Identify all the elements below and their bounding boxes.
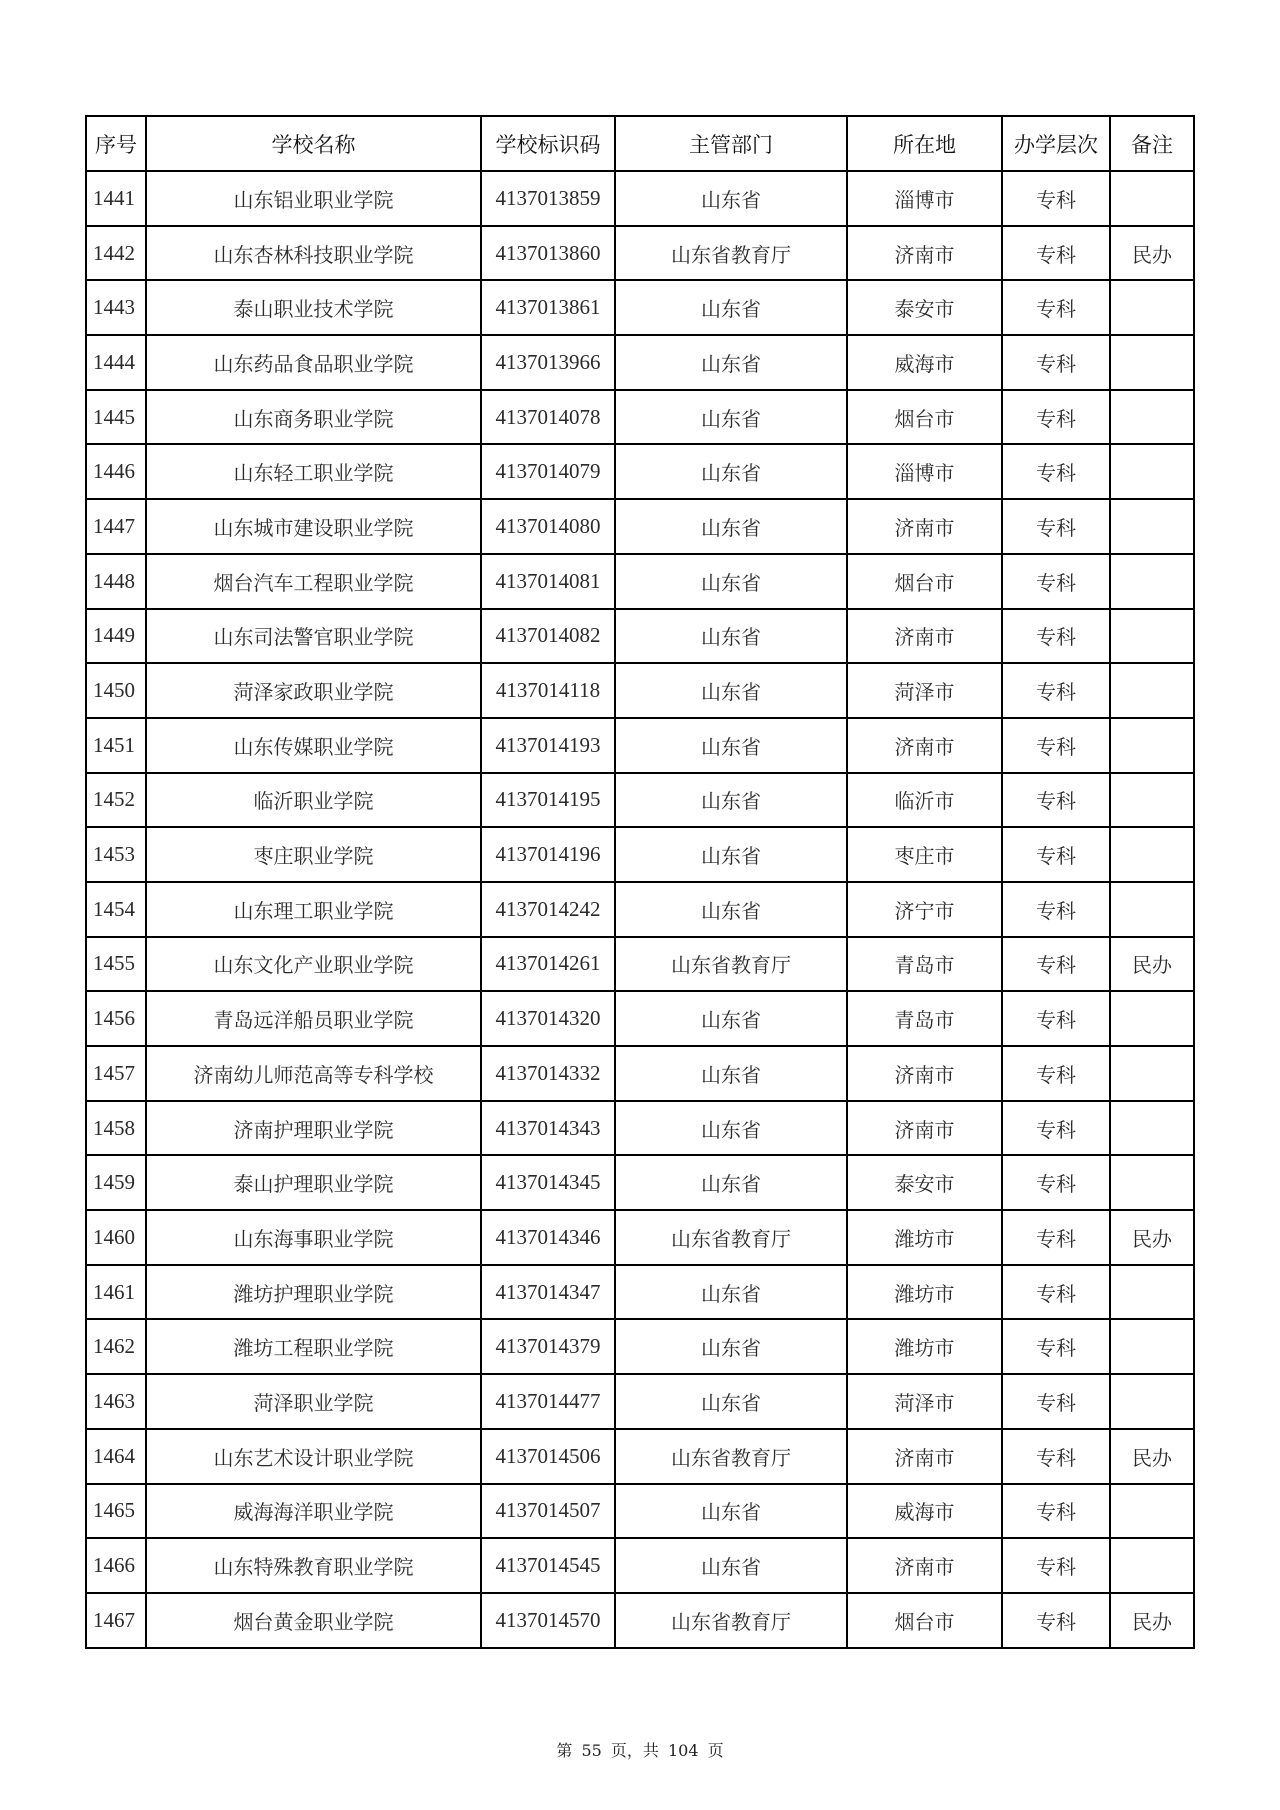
table-row [86, 609, 1194, 664]
cell-school-code: 4137013860 [481, 226, 615, 281]
cell-department: 山东省 [615, 1374, 847, 1429]
table-row [86, 1374, 1194, 1429]
table-row [86, 827, 1194, 882]
cell-seq: 1451 [86, 718, 146, 773]
table-row [86, 773, 1194, 828]
cell-school-name: 山东海事职业学院 [146, 1210, 481, 1265]
cell-level: 专科 [1002, 1265, 1110, 1320]
cell-note [1110, 444, 1194, 499]
cell-location: 烟台市 [847, 554, 1002, 609]
cell-location: 菏泽市 [847, 663, 1002, 718]
cell-school-code: 4137013966 [481, 335, 615, 390]
cell-note: 民办 [1110, 226, 1194, 281]
cell-seq: 1466 [86, 1538, 146, 1593]
cell-school-name: 山东轻工职业学院 [146, 444, 481, 499]
cell-location: 淄博市 [847, 171, 1002, 226]
cell-note [1110, 554, 1194, 609]
cell-school-name: 泰山护理职业学院 [146, 1155, 481, 1210]
cell-department: 山东省 [615, 390, 847, 445]
cell-department: 山东省教育厅 [615, 937, 847, 992]
cell-department: 山东省 [615, 1538, 847, 1593]
cell-school-name: 泰山职业技术学院 [146, 280, 481, 335]
table-row [86, 991, 1194, 1046]
cell-school-name: 山东商务职业学院 [146, 390, 481, 445]
cell-level: 专科 [1002, 1593, 1110, 1648]
table-row [86, 171, 1194, 226]
cell-school-name: 济南护理职业学院 [146, 1101, 481, 1156]
cell-note: 民办 [1110, 1593, 1194, 1648]
cell-seq: 1459 [86, 1155, 146, 1210]
cell-location: 济南市 [847, 1429, 1002, 1484]
cell-school-code: 4137014506 [481, 1429, 615, 1484]
cell-department: 山东省 [615, 882, 847, 937]
table-row [86, 554, 1194, 609]
cell-school-code: 4137014261 [481, 937, 615, 992]
cell-department: 山东省教育厅 [615, 1593, 847, 1648]
cell-level: 专科 [1002, 1374, 1110, 1429]
cell-school-name: 菏泽职业学院 [146, 1374, 481, 1429]
cell-level: 专科 [1002, 499, 1110, 554]
cell-note [1110, 718, 1194, 773]
cell-department: 山东省 [615, 335, 847, 390]
cell-seq: 1441 [86, 171, 146, 226]
cell-level: 专科 [1002, 663, 1110, 718]
header-level: 办学层次 [1002, 116, 1110, 171]
cell-department: 山东省 [615, 609, 847, 664]
cell-note [1110, 499, 1194, 554]
cell-seq: 1460 [86, 1210, 146, 1265]
cell-school-name: 烟台黄金职业学院 [146, 1593, 481, 1648]
cell-seq: 1467 [86, 1593, 146, 1648]
header-school-code: 学校标识码 [481, 116, 615, 171]
cell-note [1110, 882, 1194, 937]
cell-department: 山东省 [615, 991, 847, 1046]
cell-school-code: 4137014507 [481, 1484, 615, 1539]
table-row [86, 1429, 1194, 1484]
table-row [86, 882, 1194, 937]
cell-department: 山东省 [615, 718, 847, 773]
cell-location: 青岛市 [847, 991, 1002, 1046]
table-row [86, 335, 1194, 390]
table-row [86, 1046, 1194, 1101]
cell-school-name: 临沂职业学院 [146, 773, 481, 828]
table-row [86, 1210, 1194, 1265]
cell-school-code: 4137014118 [481, 663, 615, 718]
cell-location: 济南市 [847, 1046, 1002, 1101]
cell-seq: 1456 [86, 991, 146, 1046]
cell-department: 山东省 [615, 1046, 847, 1101]
cell-school-name: 山东药品食品职业学院 [146, 335, 481, 390]
cell-level: 专科 [1002, 1155, 1110, 1210]
cell-school-code: 4137014347 [481, 1265, 615, 1320]
cell-seq: 1457 [86, 1046, 146, 1101]
page-number-footer: 第 55 页，共 104 页 [556, 1741, 724, 1760]
cell-note: 民办 [1110, 1429, 1194, 1484]
cell-location: 济南市 [847, 609, 1002, 664]
cell-school-code: 4137014477 [481, 1374, 615, 1429]
cell-note [1110, 609, 1194, 664]
cell-location: 青岛市 [847, 937, 1002, 992]
cell-school-code: 4137014081 [481, 554, 615, 609]
cell-note [1110, 1265, 1194, 1320]
cell-seq: 1447 [86, 499, 146, 554]
cell-seq: 1448 [86, 554, 146, 609]
cell-department: 山东省教育厅 [615, 1210, 847, 1265]
cell-level: 专科 [1002, 609, 1110, 664]
cell-school-name: 山东铝业职业学院 [146, 171, 481, 226]
cell-seq: 1462 [86, 1319, 146, 1374]
cell-note [1110, 1101, 1194, 1156]
cell-school-code: 4137014082 [481, 609, 615, 664]
cell-department: 山东省 [615, 1319, 847, 1374]
table-row [86, 226, 1194, 281]
cell-school-name: 山东艺术设计职业学院 [146, 1429, 481, 1484]
cell-school-code: 4137014078 [481, 390, 615, 445]
header-note: 备注 [1110, 116, 1194, 171]
cell-level: 专科 [1002, 280, 1110, 335]
table-row [86, 718, 1194, 773]
cell-level: 专科 [1002, 827, 1110, 882]
table-row [86, 280, 1194, 335]
cell-school-code: 4137014196 [481, 827, 615, 882]
cell-location: 济南市 [847, 718, 1002, 773]
cell-department: 山东省 [615, 827, 847, 882]
cell-seq: 1461 [86, 1265, 146, 1320]
header-school-name: 学校名称 [146, 116, 481, 171]
cell-department: 山东省 [615, 1484, 847, 1539]
cell-school-name: 枣庄职业学院 [146, 827, 481, 882]
cell-level: 专科 [1002, 773, 1110, 828]
cell-department: 山东省 [615, 280, 847, 335]
cell-location: 泰安市 [847, 1155, 1002, 1210]
cell-level: 专科 [1002, 1484, 1110, 1539]
cell-department: 山东省 [615, 554, 847, 609]
cell-note [1110, 1538, 1194, 1593]
cell-note [1110, 1155, 1194, 1210]
cell-department: 山东省 [615, 1265, 847, 1320]
cell-note [1110, 1374, 1194, 1429]
cell-school-name: 山东杏林科技职业学院 [146, 226, 481, 281]
cell-location: 枣庄市 [847, 827, 1002, 882]
cell-location: 泰安市 [847, 280, 1002, 335]
cell-location: 潍坊市 [847, 1210, 1002, 1265]
school-list-table [85, 115, 1195, 1649]
cell-school-code: 4137014332 [481, 1046, 615, 1101]
cell-level: 专科 [1002, 444, 1110, 499]
cell-school-name: 山东理工职业学院 [146, 882, 481, 937]
cell-level: 专科 [1002, 171, 1110, 226]
cell-level: 专科 [1002, 1101, 1110, 1156]
cell-note [1110, 335, 1194, 390]
cell-department: 山东省 [615, 1155, 847, 1210]
cell-seq: 1445 [86, 390, 146, 445]
cell-level: 专科 [1002, 718, 1110, 773]
cell-school-name: 菏泽家政职业学院 [146, 663, 481, 718]
cell-seq: 1453 [86, 827, 146, 882]
cell-seq: 1454 [86, 882, 146, 937]
cell-school-code: 4137014346 [481, 1210, 615, 1265]
table-row [86, 1593, 1194, 1648]
cell-department: 山东省 [615, 1101, 847, 1156]
cell-location: 潍坊市 [847, 1265, 1002, 1320]
cell-school-code: 4137014545 [481, 1538, 615, 1593]
table-row [86, 937, 1194, 992]
cell-school-name: 威海海洋职业学院 [146, 1484, 481, 1539]
cell-seq: 1450 [86, 663, 146, 718]
table-header-row [86, 116, 1194, 171]
cell-location: 济南市 [847, 1538, 1002, 1593]
cell-school-code: 4137014343 [481, 1101, 615, 1156]
cell-level: 专科 [1002, 991, 1110, 1046]
cell-location: 济南市 [847, 1101, 1002, 1156]
cell-seq: 1442 [86, 226, 146, 281]
cell-note [1110, 827, 1194, 882]
cell-seq: 1443 [86, 280, 146, 335]
cell-level: 专科 [1002, 1429, 1110, 1484]
cell-location: 烟台市 [847, 390, 1002, 445]
table-row [86, 1319, 1194, 1374]
table-row [86, 1265, 1194, 1320]
header-department: 主管部门 [615, 116, 847, 171]
cell-location: 潍坊市 [847, 1319, 1002, 1374]
cell-location: 济南市 [847, 226, 1002, 281]
header-location: 所在地 [847, 116, 1002, 171]
cell-seq: 1463 [86, 1374, 146, 1429]
cell-seq: 1449 [86, 609, 146, 664]
cell-location: 淄博市 [847, 444, 1002, 499]
cell-department: 山东省教育厅 [615, 226, 847, 281]
cell-level: 专科 [1002, 554, 1110, 609]
cell-location: 威海市 [847, 1484, 1002, 1539]
cell-school-code: 4137014320 [481, 991, 615, 1046]
cell-level: 专科 [1002, 1538, 1110, 1593]
table-row [86, 390, 1194, 445]
cell-seq: 1465 [86, 1484, 146, 1539]
cell-note: 民办 [1110, 937, 1194, 992]
header-seq: 序号 [86, 116, 146, 171]
table-row [86, 1101, 1194, 1156]
cell-school-name: 青岛远洋船员职业学院 [146, 991, 481, 1046]
cell-department: 山东省 [615, 499, 847, 554]
cell-department: 山东省 [615, 444, 847, 499]
cell-note [1110, 280, 1194, 335]
cell-school-code: 4137014379 [481, 1319, 615, 1374]
cell-seq: 1444 [86, 335, 146, 390]
cell-school-name: 山东传媒职业学院 [146, 718, 481, 773]
cell-seq: 1452 [86, 773, 146, 828]
cell-school-name: 潍坊护理职业学院 [146, 1265, 481, 1320]
cell-school-code: 4137013861 [481, 280, 615, 335]
cell-location: 威海市 [847, 335, 1002, 390]
cell-department: 山东省 [615, 171, 847, 226]
cell-note [1110, 1319, 1194, 1374]
cell-school-code: 4137014193 [481, 718, 615, 773]
cell-note [1110, 663, 1194, 718]
cell-note [1110, 390, 1194, 445]
cell-school-name: 山东城市建设职业学院 [146, 499, 481, 554]
cell-seq: 1464 [86, 1429, 146, 1484]
cell-school-code: 4137014195 [481, 773, 615, 828]
cell-school-name: 山东特殊教育职业学院 [146, 1538, 481, 1593]
cell-level: 专科 [1002, 1319, 1110, 1374]
cell-school-code: 4137014242 [481, 882, 615, 937]
cell-location: 菏泽市 [847, 1374, 1002, 1429]
table-row [86, 1155, 1194, 1210]
cell-department: 山东省 [615, 773, 847, 828]
table-row [86, 1484, 1194, 1539]
cell-level: 专科 [1002, 1210, 1110, 1265]
cell-school-name: 山东文化产业职业学院 [146, 937, 481, 992]
cell-note [1110, 773, 1194, 828]
cell-seq: 1458 [86, 1101, 146, 1156]
cell-school-name: 烟台汽车工程职业学院 [146, 554, 481, 609]
cell-department: 山东省教育厅 [615, 1429, 847, 1484]
cell-location: 济宁市 [847, 882, 1002, 937]
cell-note [1110, 171, 1194, 226]
table-row [86, 1538, 1194, 1593]
cell-school-code: 4137013859 [481, 171, 615, 226]
cell-school-name: 潍坊工程职业学院 [146, 1319, 481, 1374]
cell-note [1110, 991, 1194, 1046]
cell-level: 专科 [1002, 882, 1110, 937]
cell-school-code: 4137014080 [481, 499, 615, 554]
table-row [86, 444, 1194, 499]
cell-level: 专科 [1002, 390, 1110, 445]
cell-seq: 1446 [86, 444, 146, 499]
cell-department: 山东省 [615, 663, 847, 718]
cell-location: 烟台市 [847, 1593, 1002, 1648]
cell-school-code: 4137014345 [481, 1155, 615, 1210]
cell-seq: 1455 [86, 937, 146, 992]
cell-school-name: 山东司法警官职业学院 [146, 609, 481, 664]
cell-school-code: 4137014570 [481, 1593, 615, 1648]
cell-note: 民办 [1110, 1210, 1194, 1265]
cell-note [1110, 1046, 1194, 1101]
cell-note [1110, 1484, 1194, 1539]
table-body [86, 171, 1194, 1648]
cell-location: 济南市 [847, 499, 1002, 554]
table-row [86, 499, 1194, 554]
cell-level: 专科 [1002, 1046, 1110, 1101]
cell-level: 专科 [1002, 226, 1110, 281]
table-row [86, 663, 1194, 718]
cell-level: 专科 [1002, 335, 1110, 390]
cell-location: 临沂市 [847, 773, 1002, 828]
cell-school-code: 4137014079 [481, 444, 615, 499]
cell-level: 专科 [1002, 937, 1110, 992]
cell-school-name: 济南幼儿师范高等专科学校 [146, 1046, 481, 1101]
